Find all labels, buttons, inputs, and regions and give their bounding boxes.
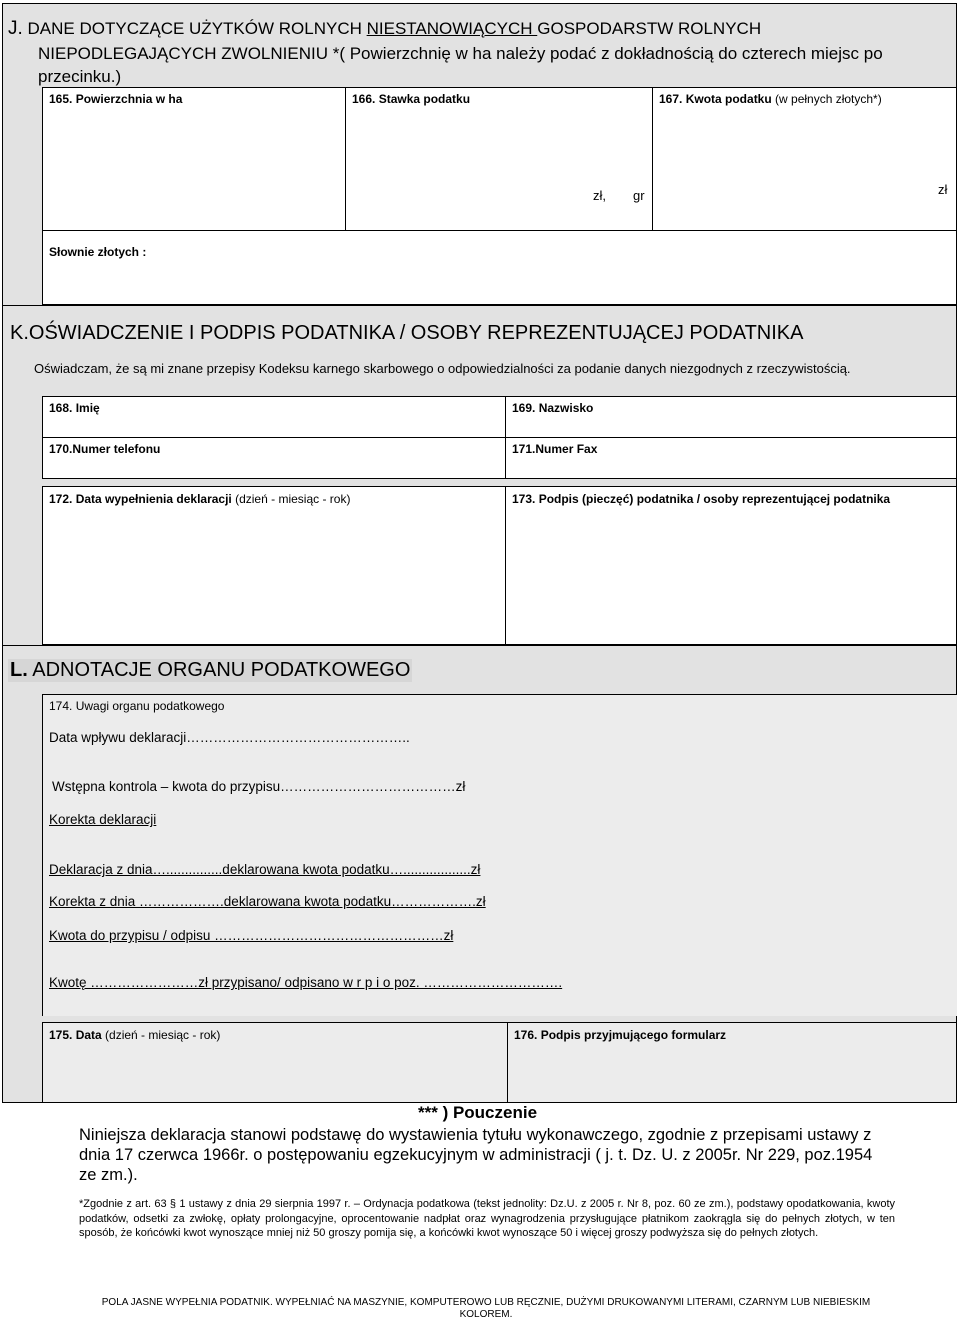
field-173-podpis[interactable]	[505, 486, 957, 645]
unit-zl: zł	[938, 182, 948, 197]
section-l-title	[8, 659, 412, 682]
field-169-label: 169. Nazwisko	[512, 401, 594, 415]
field-172-label-bold: 172. Data wypełnienia deklaracji	[49, 492, 232, 506]
section-j-title-line2: NIEPODLEGAJĄCYCH ZWOLNIENIU *(	[38, 44, 345, 63]
adnotacja-deklaracja-z-dnia: Deklaracja z dnia…...............deklarowana kwota podatku…..................zł	[49, 862, 481, 877]
field-175-data[interactable]	[42, 1022, 508, 1103]
adnotacja-kwote-przypisano: Kwotę ……………………zł przypisano/ odpisano w r p i o poz. ………………………….	[49, 975, 563, 990]
field-172-label-normal: (dzień - miesiąc - rok)	[231, 492, 351, 506]
field-168-label: 168. Imię	[49, 401, 100, 415]
field-167-label-bold: 167. Kwota podatku	[659, 92, 772, 106]
field-174-label: 174. Uwagi organu podatkowego	[49, 699, 225, 713]
section-k-title: K.OŚWIADCZENIE I PODPIS PODATNIKA / OSOBY REPREZENTUJĄCEJ PODATNIKA	[10, 322, 804, 344]
section-j-title-1: DANE DOTYCZĄCE UŻYTKÓW ROLNYCH	[27, 19, 367, 38]
field-169-nazwisko[interactable]	[505, 396, 957, 438]
section-j-heading-line3	[38, 66, 121, 88]
slownie-label: Słownie złotych :	[49, 245, 147, 259]
field-175-label	[49, 1028, 220, 1042]
section-j-letter: J.	[8, 18, 23, 39]
adnotacja-data-wplywu: Data wpływu deklaracji…………………………………………..	[49, 730, 410, 745]
field-175-label-normal: (dzień - miesiąc - rok)	[101, 1028, 221, 1042]
unit-gr: gr	[633, 188, 645, 203]
section-j-title-2: GOSPODARSTW ROLNYCH	[537, 19, 762, 38]
field-173-label: 173. Podpis (pieczęć) podatnika / osoby reprezentującej podatnika	[512, 492, 891, 506]
section-l-title-text: ADNOTACJE ORGANU PODATKOWEGO	[27, 659, 411, 681]
field-168-imie[interactable]	[42, 396, 506, 438]
unit-zl-comma: zł,	[593, 188, 606, 203]
adnotacja-korekta-z-dnia: Korekta z dnia ……………….deklarowana kwota podatku……………….zł	[49, 894, 486, 909]
adnotacja-korekta-deklaracji: Korekta deklaracji	[49, 812, 157, 827]
field-172-data-wypelnienia[interactable]	[42, 486, 506, 645]
adnotacja-wstepna-kontrola: Wstępna kontrola – kwota do przypisu…………………………………zł	[52, 779, 466, 794]
field-171-fax[interactable]	[505, 437, 957, 479]
section-l-letter: L.	[10, 659, 28, 681]
field-172-label	[49, 492, 350, 506]
field-170-telefon[interactable]	[42, 437, 506, 479]
field-170-label: 170.Numer telefonu	[49, 442, 161, 456]
section-j-title-line3: przecinku.)	[38, 67, 122, 86]
section-j-title-underlined: NIESTANOWIĄCYCH	[366, 19, 538, 38]
field-176-podpis-przyjmujacego[interactable]	[507, 1022, 957, 1103]
adnotacja-kwota-do-przypisu: Kwota do przypisu / odpisu ……………………………………………zł	[49, 928, 454, 943]
field-167-label-normal: (w pełnych złotych*)	[771, 92, 882, 106]
section-j-heading	[8, 18, 953, 40]
field-166-label: 166. Stawka podatku	[352, 92, 471, 106]
field-165-powierzchnia[interactable]	[42, 87, 346, 231]
field-165-label: 165. Powierzchnia w ha	[49, 92, 183, 106]
field-167-label	[659, 92, 882, 106]
section-j-title-note: Powierzchnię w ha należy podać z dokładnością do czterech miejsc po	[345, 44, 883, 63]
footnote-text: *Zgodnie z art. 63 § 1 ustawy z dnia 29 sierpnia 1997 r. – Ordynacja podatkowa (tekst jednolity: Dz.U. z 2005 r. Nr 8, poz. 60 ze zm.), podstawy opodatkowania, kwoty podatków, odsetki za zwłokę, opłaty prolongacyjne, oprocentowanie nadpłat oraz wynagrodzenia przysługujące płatnikom zaokrągla się do pełnych złotych, w ten sposób, że końcówki kwot wynoszące mniej niż 50 groszy pomija się, a końcówki kwot wynoszące 50 i więcej groszy podwyższa się do pełnych złotych.	[79, 1198, 895, 1239]
field-166-stawka[interactable]	[345, 87, 653, 231]
pouczenie-text: Niniejsza deklaracja stanowi podstawę do wystawienia tytułu wykonawczego, zgodnie z przepisami ustawy z dnia 17 czerwca 1966r. o postępowaniu egzekucyjnym w administracji ( j. t. Dz. U. z 2005r. Nr 229, poz.1954 ze zm.).	[79, 1126, 873, 1184]
field-176-label: 176. Podpis przyjmującego formularz	[514, 1028, 727, 1042]
field-167-kwota[interactable]	[652, 87, 957, 231]
field-slownie[interactable]	[42, 230, 957, 305]
pouczenie-title: *** ) Pouczenie	[418, 1103, 538, 1122]
field-171-label: 171.Numer Fax	[512, 442, 598, 456]
section-k-statement: Oświadczam, że są mi znane przepisy Kodeksu karnego skarbowego o odpowiedzialności za podanie danych niezgodnych z rzeczywistością.	[34, 361, 851, 376]
section-j-heading-line2	[38, 43, 953, 65]
field-175-label-bold: 175. Data	[49, 1028, 102, 1042]
footer-note: POLA JASNE WYPEŁNIA PODATNIK. WYPEŁNIAĆ NA MASZYNIE, KOMPUTEROWO LUB RĘCZNIE, DUŻYMI DRUKOWANYMI LITERAMI, CZARNYM LUB NIEBIESKIM KOLOREM.	[101, 1297, 871, 1320]
